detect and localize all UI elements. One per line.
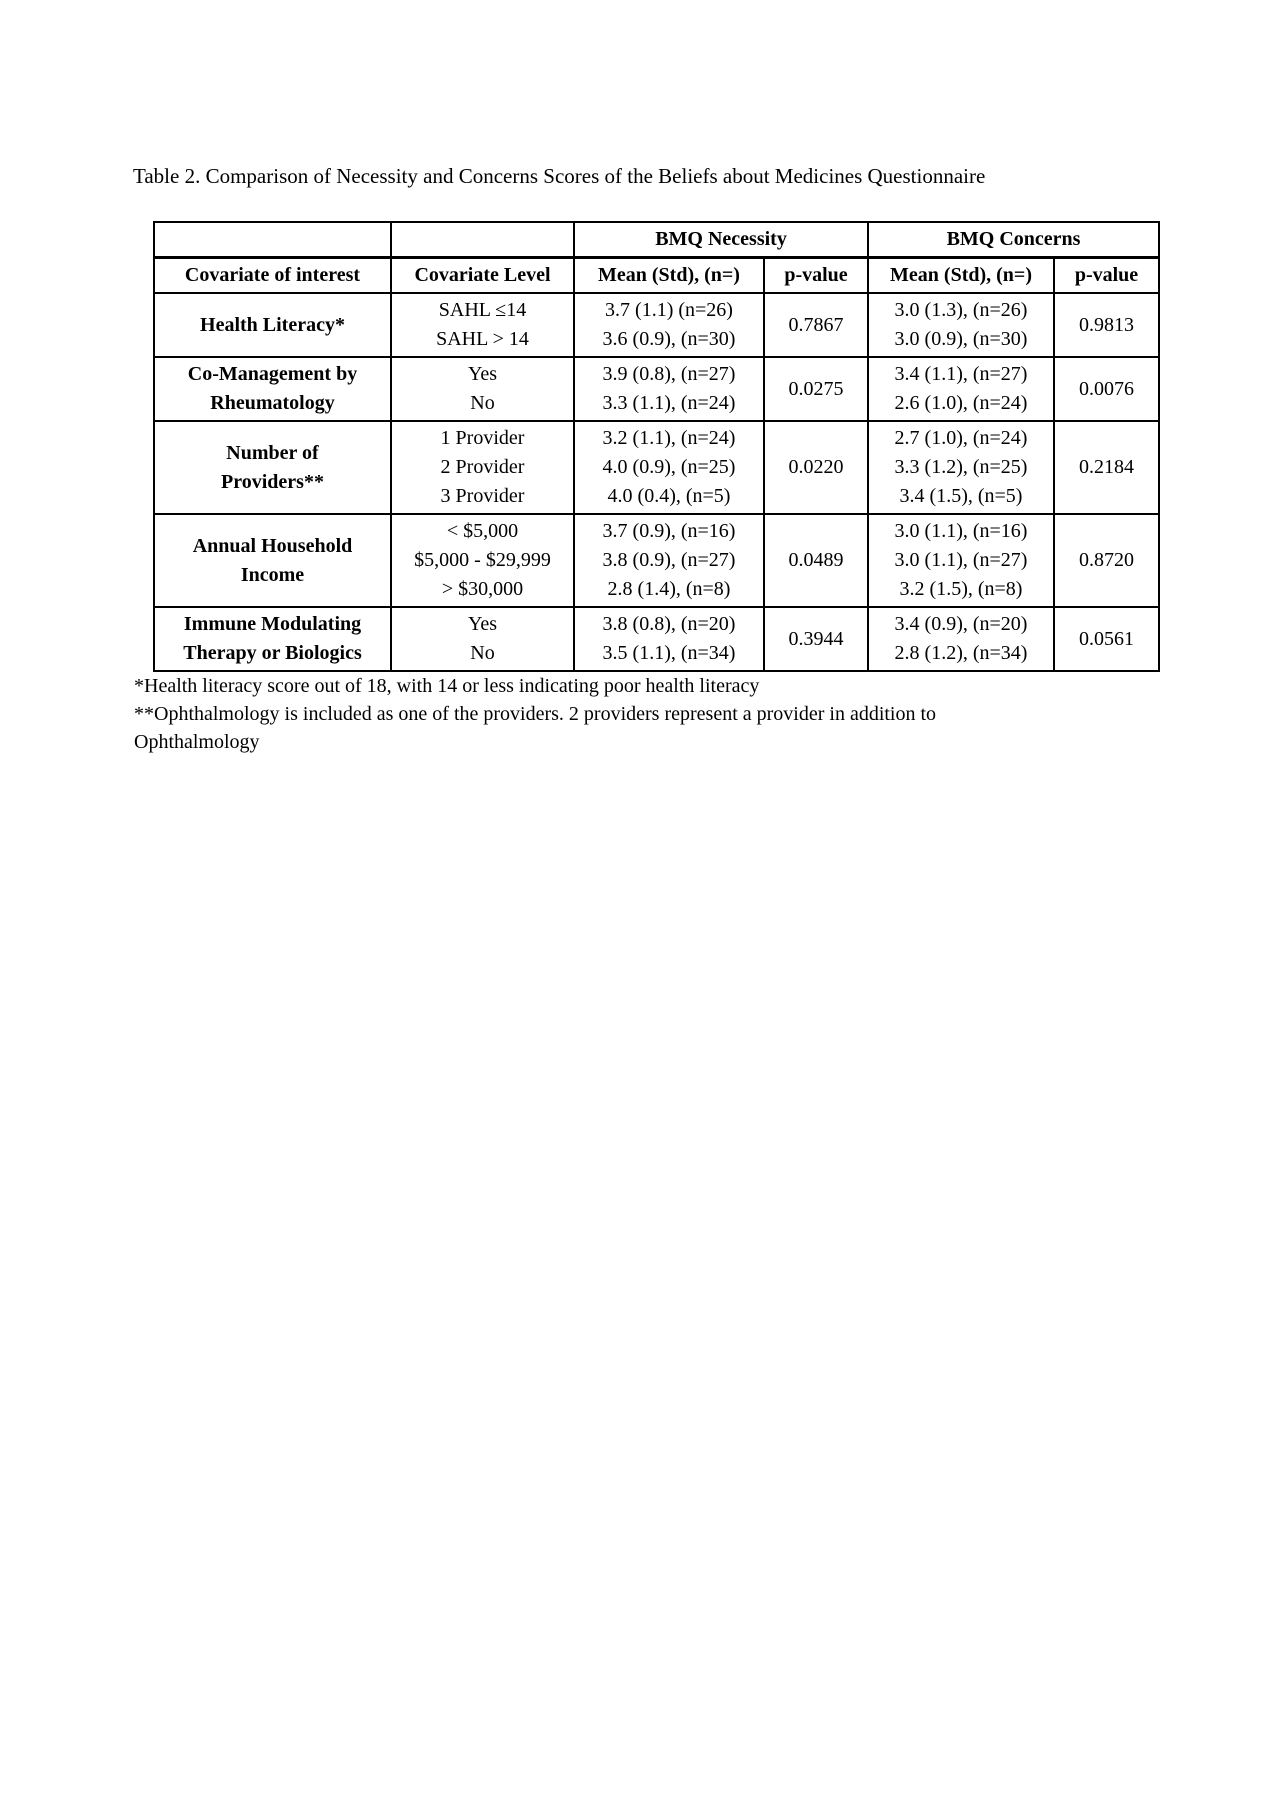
necessity-mean-cell: 3.8 (0.8), (n=20) 3.5 (1.1), (n=34) xyxy=(574,607,764,671)
covariate-cell: Number of Providers** xyxy=(154,421,391,514)
necessity-pvalue-cell: 0.0275 xyxy=(764,357,868,421)
concerns-mean-cell: 3.0 (1.3), (n=26) 3.0 (0.9), (n=30) xyxy=(868,293,1054,357)
necessity-pvalue-cell: 0.3944 xyxy=(764,607,868,671)
empty-header-cell xyxy=(154,222,391,258)
table-row xyxy=(154,293,1159,357)
column-header-necessity-mean: Mean (Std), (n=) xyxy=(574,258,764,294)
table-caption: Table 2. Comparison of Necessity and Concerns Scores of the Beliefs about Medicines Questionnaire xyxy=(133,164,986,188)
group-header-necessity: BMQ Necessity xyxy=(574,222,868,258)
covariate-cell: Co-Management by Rheumatology xyxy=(154,357,391,421)
table-row xyxy=(154,421,1159,514)
concerns-pvalue-cell: 0.9813 xyxy=(1054,293,1159,357)
covariate-cell: Annual Household Income xyxy=(154,514,391,607)
level-cell: 1 Provider 2 Provider 3 Provider xyxy=(391,421,574,514)
column-header-concerns-mean: Mean (Std), (n=) xyxy=(868,258,1054,294)
covariate-cell: Immune Modulating Therapy or Biologics xyxy=(154,607,391,671)
concerns-pvalue-cell: 0.0561 xyxy=(1054,607,1159,671)
level-cell: Yes No xyxy=(391,607,574,671)
empty-header-cell xyxy=(391,222,574,258)
concerns-mean-cell: 3.4 (1.1), (n=27) 2.6 (1.0), (n=24) xyxy=(868,357,1054,421)
concerns-mean-cell: 3.4 (0.9), (n=20) 2.8 (1.2), (n=34) xyxy=(868,607,1054,671)
concerns-mean-cell: 3.0 (1.1), (n=16) 3.0 (1.1), (n=27) 3.2 (1.5), (n=8) xyxy=(868,514,1054,607)
table-row xyxy=(154,514,1159,607)
group-header-row xyxy=(154,222,1159,258)
column-header-level: Covariate Level xyxy=(391,258,574,294)
necessity-pvalue-cell: 0.7867 xyxy=(764,293,868,357)
column-header-concerns-pvalue: p-value xyxy=(1054,258,1159,294)
level-cell: SAHL ≤14 SAHL > 14 xyxy=(391,293,574,357)
concerns-pvalue-cell: 0.0076 xyxy=(1054,357,1159,421)
concerns-pvalue-cell: 0.2184 xyxy=(1054,421,1159,514)
necessity-pvalue-cell: 0.0489 xyxy=(764,514,868,607)
column-header-necessity-pvalue: p-value xyxy=(764,258,868,294)
necessity-mean-cell: 3.9 (0.8), (n=27) 3.3 (1.1), (n=24) xyxy=(574,357,764,421)
concerns-mean-cell: 2.7 (1.0), (n=24) 3.3 (1.2), (n=25) 3.4 (1.5), (n=5) xyxy=(868,421,1054,514)
table-row xyxy=(154,607,1159,671)
level-cell: Yes No xyxy=(391,357,574,421)
group-header-concerns: BMQ Concerns xyxy=(868,222,1159,258)
necessity-pvalue-cell: 0.0220 xyxy=(764,421,868,514)
necessity-mean-cell: 3.2 (1.1), (n=24) 4.0 (0.9), (n=25) 4.0 (0.4), (n=5) xyxy=(574,421,764,514)
level-cell: < $5,000 $5,000 - $29,999 > $30,000 xyxy=(391,514,574,607)
necessity-mean-cell: 3.7 (1.1) (n=26) 3.6 (0.9), (n=30) xyxy=(574,293,764,357)
column-header-covariate: Covariate of interest xyxy=(154,258,391,294)
column-header-row xyxy=(154,258,1159,294)
footnotes: *Health literacy score out of 18, with 14 or less indicating poor health literacy **Ophthalmology is included as one of the providers. 2 providers represent a provider in addition to Ophthalmology xyxy=(134,675,937,753)
concerns-pvalue-cell: 0.8720 xyxy=(1054,514,1159,607)
comparison-table xyxy=(153,221,1160,672)
necessity-mean-cell: 3.7 (0.9), (n=16) 3.8 (0.9), (n=27) 2.8 (1.4), (n=8) xyxy=(574,514,764,607)
table-row xyxy=(154,357,1159,421)
covariate-cell: Health Literacy* xyxy=(154,293,391,357)
